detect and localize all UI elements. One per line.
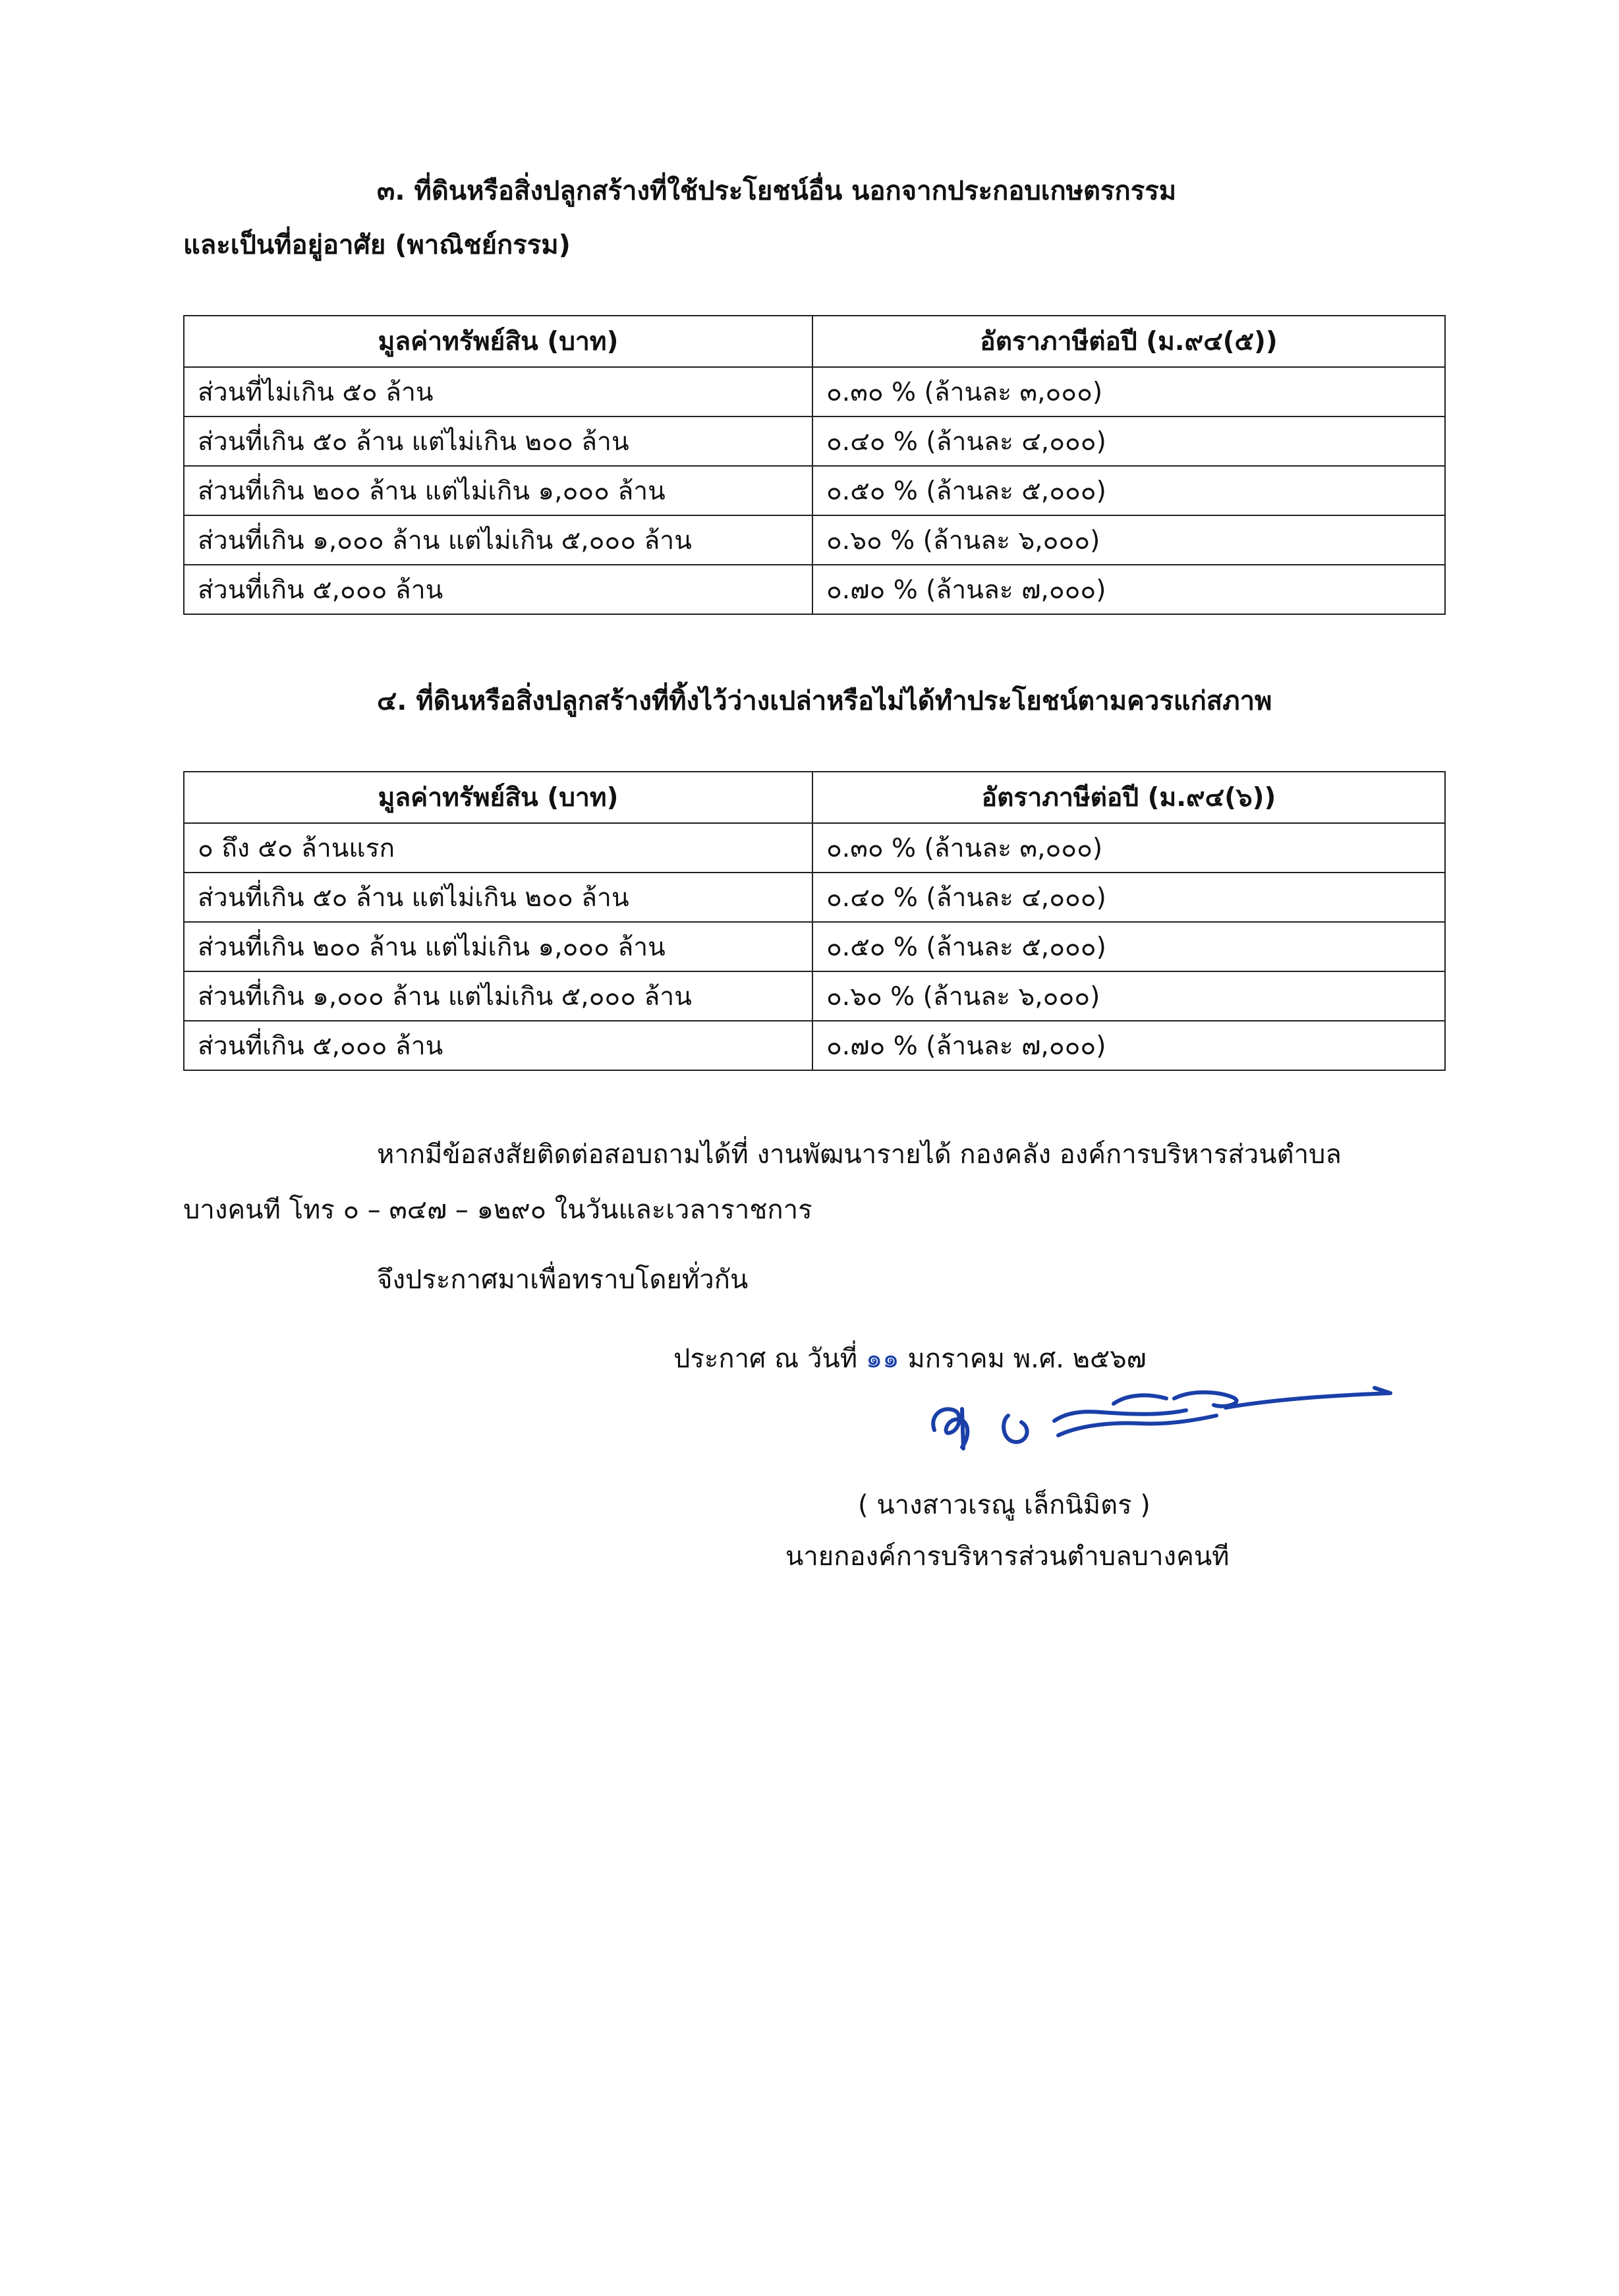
date-suffix: มกราคม พ.ศ. ๒๕๖๗ bbox=[907, 1344, 1147, 1374]
property-value-cell: ส่วนที่เกิน ๕๐ ล้าน แต่ไม่เกิน ๒๐๐ ล้าน bbox=[184, 416, 812, 466]
section4-rate-table bbox=[183, 771, 1446, 1071]
property-value-cell: ส่วนที่เกิน ๒๐๐ ล้าน แต่ไม่เกิน ๑,๐๐๐ ล้าน bbox=[184, 466, 812, 515]
section3-rate-table bbox=[183, 315, 1446, 615]
table-row bbox=[184, 367, 1445, 416]
table-row bbox=[184, 823, 1445, 873]
table-row bbox=[184, 922, 1445, 971]
contact-line2: บางคนที โทร ๐ – ๓๔๗ – ๑๒๙๐ ในวันและเวลาราชการ bbox=[183, 1195, 812, 1225]
property-value-cell: ส่วนที่เกิน ๕๐ ล้าน แต่ไม่เกิน ๒๐๐ ล้าน bbox=[184, 873, 812, 922]
column-header-property-value: มูลค่าทรัพย์สิน (บาท) bbox=[184, 316, 812, 367]
signatory-title: นายกองค์การบริหารส่วนตำบลบางคนที bbox=[785, 1541, 1230, 1572]
column-header-tax-rate: อัตราภาษีต่อปี (ม.๙๔(๕)) bbox=[812, 316, 1445, 367]
property-value-cell: ๐ ถึง ๕๐ ล้านแรก bbox=[184, 823, 812, 873]
table-row bbox=[184, 466, 1445, 515]
table-row bbox=[184, 873, 1445, 922]
table-row bbox=[184, 515, 1445, 565]
tax-rate-cell: ๐.๔๐ % (ล้านละ ๔,๐๐๐) bbox=[812, 416, 1445, 466]
announcement-text: จึงประกาศมาเพื่อทราบโดยทั่วกัน bbox=[377, 1265, 749, 1295]
tax-rate-cell: ๐.๔๐ % (ล้านละ ๔,๐๐๐) bbox=[812, 873, 1445, 922]
tax-rate-cell: ๐.๗๐ % (ล้านละ ๗,๐๐๐) bbox=[812, 1021, 1445, 1070]
table-row bbox=[184, 416, 1445, 466]
tax-rate-cell: ๐.๖๐ % (ล้านละ ๖,๐๐๐) bbox=[812, 515, 1445, 565]
tax-rate-cell: ๐.๓๐ % (ล้านละ ๓,๐๐๐) bbox=[812, 367, 1445, 416]
date-prefix: ประกาศ ณ วันที่ bbox=[673, 1344, 858, 1374]
property-value-cell: ส่วนที่เกิน ๕,๐๐๐ ล้าน bbox=[184, 565, 812, 614]
signatory-name: ( นางสาวเรณู เล็กนิมิตร ) bbox=[858, 1490, 1150, 1520]
property-value-cell: ส่วนที่เกิน ๒๐๐ ล้าน แต่ไม่เกิน ๑,๐๐๐ ล้าน bbox=[184, 922, 812, 971]
handwritten-signature bbox=[916, 1369, 1417, 1468]
table-header-row bbox=[184, 772, 1445, 823]
table-row bbox=[184, 1021, 1445, 1070]
column-header-tax-rate: อัตราภาษีต่อปี (ม.๙๔(๖)) bbox=[812, 772, 1445, 823]
section3-heading-line2: และเป็นที่อยู่อาศัย (พาณิชย์กรรม) bbox=[183, 230, 571, 260]
property-value-cell: ส่วนที่เกิน ๑,๐๐๐ ล้าน แต่ไม่เกิน ๕,๐๐๐ ล้าน bbox=[184, 515, 812, 565]
tax-rate-cell: ๐.๓๐ % (ล้านละ ๓,๐๐๐) bbox=[812, 823, 1445, 873]
section4-heading: ๔. ที่ดินหรือสิ่งปลูกสร้างที่ทิ้งไว้ว่างเปล่าหรือไม่ได้ทำประโยชน์ตามควรแก่สภาพ bbox=[377, 686, 1272, 716]
section3-heading-line1: ๓. ที่ดินหรือสิ่งปลูกสร้างที่ใช้ประโยชน์อื่น นอกจากประกอบเกษตรกรรม bbox=[377, 176, 1177, 206]
property-value-cell: ส่วนที่เกิน ๑,๐๐๐ ล้าน แต่ไม่เกิน ๕,๐๐๐ ล้าน bbox=[184, 971, 812, 1021]
table-header-row bbox=[184, 316, 1445, 367]
property-value-cell: ส่วนที่เกิน ๕,๐๐๐ ล้าน bbox=[184, 1021, 812, 1070]
tax-rate-cell: ๐.๕๐ % (ล้านละ ๕,๐๐๐) bbox=[812, 922, 1445, 971]
table-row bbox=[184, 971, 1445, 1021]
tax-rate-cell: ๐.๗๐ % (ล้านละ ๗,๐๐๐) bbox=[812, 565, 1445, 614]
handwritten-day: ๑๑ bbox=[865, 1344, 899, 1374]
table-row bbox=[184, 565, 1445, 614]
tax-rate-cell: ๐.๖๐ % (ล้านละ ๖,๐๐๐) bbox=[812, 971, 1445, 1021]
tax-rate-cell: ๐.๕๐ % (ล้านละ ๕,๐๐๐) bbox=[812, 466, 1445, 515]
contact-line1: หากมีข้อสงสัยติดต่อสอบถามได้ที่ งานพัฒนารายได้ กองคลัง องค์การบริหารส่วนตำบล bbox=[377, 1139, 1342, 1170]
column-header-property-value: มูลค่าทรัพย์สิน (บาท) bbox=[184, 772, 812, 823]
property-value-cell: ส่วนที่ไม่เกิน ๕๐ ล้าน bbox=[184, 367, 812, 416]
